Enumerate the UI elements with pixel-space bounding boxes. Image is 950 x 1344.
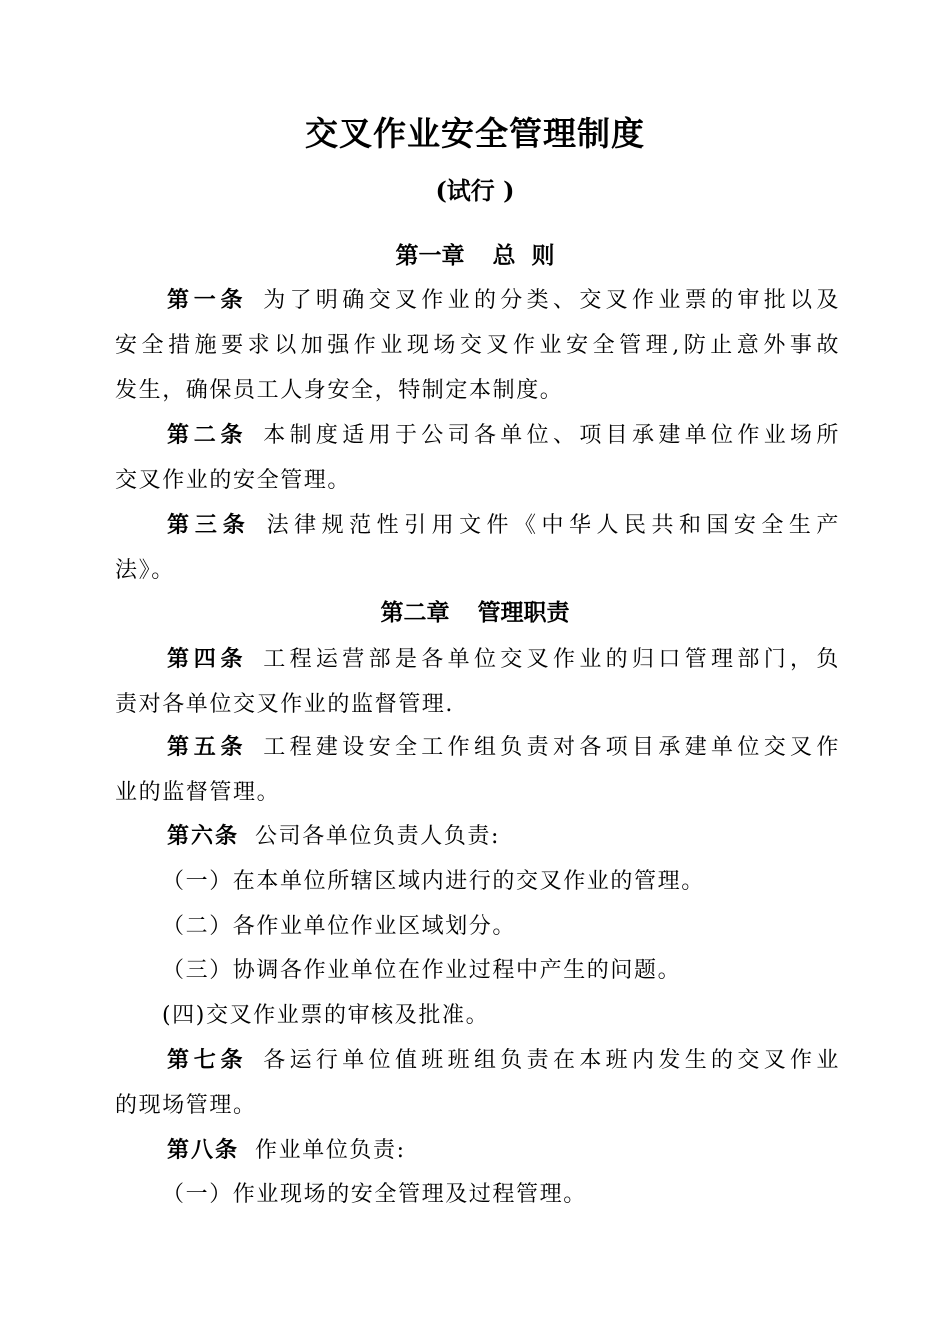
article-line xyxy=(115,1038,840,1083)
article-line: 业的监督管理。 xyxy=(115,780,281,805)
article-line xyxy=(115,637,840,682)
chapter-name: 管理职责 xyxy=(477,599,570,626)
article-label: 第一条 xyxy=(167,287,248,313)
article-line xyxy=(115,503,840,548)
article-6 xyxy=(115,814,840,859)
article-8 xyxy=(115,1128,840,1173)
article-text: 作业单位负责: xyxy=(255,1138,406,1163)
list-item: （三）协调各作业单位在作业过程中产生的问题。 xyxy=(162,958,682,983)
article-label: 第八条 xyxy=(167,1137,240,1163)
article-line xyxy=(115,1128,840,1173)
list-item: (四)交叉作业票的审核及批准。 xyxy=(162,1003,490,1028)
article-label: 第二条 xyxy=(167,422,248,448)
list-item: （二）各作业单位作业区域划分。 xyxy=(162,914,517,939)
chapter-2-heading xyxy=(0,597,950,629)
article-line: 责对各单位交叉作业的监督管理. xyxy=(115,692,454,717)
document-subtitle: (试行 ) xyxy=(435,176,515,205)
article-text: 各运行单位值班班组负责在本班内发生的交叉作业 xyxy=(263,1048,840,1073)
article-label: 第五条 xyxy=(167,734,248,760)
article-3 xyxy=(115,503,840,593)
article-line: 的现场管理。 xyxy=(115,1093,257,1118)
article-text: 工程建设安全工作组负责对各项目承建单位交叉作 xyxy=(263,735,840,760)
chapter-number: 第一章 xyxy=(395,242,465,269)
article-text: 本制度适用于公司各单位、项目承建单位作业场所 xyxy=(263,423,840,448)
article-line xyxy=(115,725,840,770)
article-line: 交叉作业的安全管理。 xyxy=(115,468,352,493)
article-1 xyxy=(115,278,840,413)
article-4 xyxy=(115,637,840,727)
document-title: 交叉作业安全管理制度 xyxy=(305,114,645,153)
chapter-number: 第二章 xyxy=(380,599,450,626)
list-item: （一）在本单位所辖区域内进行的交叉作业的管理。 xyxy=(162,869,705,894)
list-item: （一）作业现场的安全管理及过程管理。 xyxy=(162,1182,587,1207)
article-label: 第六条 xyxy=(167,823,240,849)
article-line xyxy=(115,413,840,458)
article-text: 公司各单位负责人负责: xyxy=(255,824,501,849)
article-label: 第七条 xyxy=(167,1047,248,1073)
article-line: 法》。 xyxy=(115,558,175,583)
article-text: 工程运营部是各单位交叉作业的归口管理部门，负 xyxy=(263,647,840,672)
chapter-name: 总 则 xyxy=(492,242,555,269)
article-7 xyxy=(115,1038,840,1128)
article-line: 安全措施要求以加强作业现场交叉作业安全管理,防止意外事故 xyxy=(115,333,840,358)
article-2 xyxy=(115,413,840,503)
article-line: 发生，确保员工人身安全，特制定本制度。 xyxy=(115,378,564,403)
article-label: 第四条 xyxy=(167,646,248,672)
chapter-1-heading xyxy=(0,240,950,272)
article-text: 为了明确交叉作业的分类、交叉作业票的审批以及 xyxy=(263,288,840,313)
article-line xyxy=(115,278,840,323)
article-text: 法律规范性引用文件《中华人民共和国安全生产 xyxy=(266,513,840,538)
article-5 xyxy=(115,725,840,815)
article-label: 第三条 xyxy=(167,512,251,538)
article-line xyxy=(115,814,840,859)
